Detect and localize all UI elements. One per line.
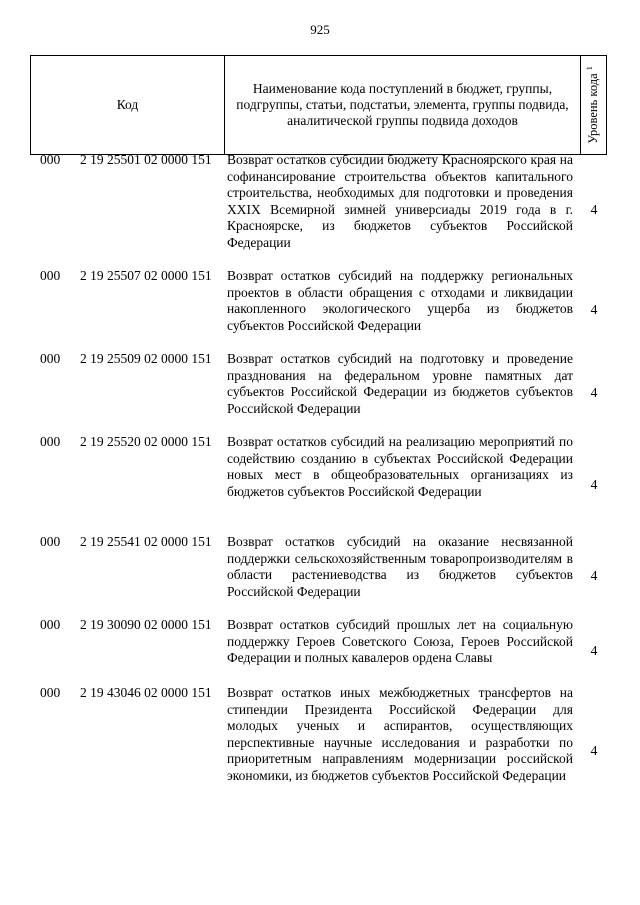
header-level-text: Уровень кода bbox=[586, 73, 601, 144]
row-admin-code: 000 bbox=[40, 351, 61, 366]
row-income-code: 2 19 25509 02 0000 151 bbox=[80, 351, 212, 366]
row-income-code: 2 19 43046 02 0000 151 bbox=[80, 685, 212, 700]
row-income-code: 2 19 25501 02 0000 151 bbox=[80, 152, 212, 167]
row-description: Возврат остатков субсидий на реализацию мероприятий по содействию созданию в субъектах Российской Федерации новых мест в общеобразовательных организациях из бюджетов субъектов Российской Федерации bbox=[227, 434, 573, 499]
row-level: 4 bbox=[590, 385, 598, 400]
row-description: Возврат остатков субсидий на поддержку региональных проектов в области обращения с отходами и ликвидации накопленного экологического ущерба из бюджетов субъектов Российской Федерации bbox=[227, 268, 573, 333]
row-level: 4 bbox=[590, 743, 598, 758]
row-level: 4 bbox=[590, 568, 598, 583]
row-level: 4 bbox=[590, 643, 598, 658]
header-level bbox=[581, 56, 606, 154]
row-income-code: 2 19 25507 02 0000 151 bbox=[80, 268, 212, 283]
row-admin-code: 000 bbox=[40, 534, 61, 549]
row-description: Возврат остатков субсидий на оказание несвязанной поддержки сельскохозяйственным товаропроизводителям в области растениеводства из бюджетов субъектов Российской Федерации bbox=[227, 534, 573, 599]
row-level: 4 bbox=[590, 202, 598, 217]
header-level-label bbox=[585, 66, 601, 144]
header-code: Код bbox=[31, 56, 225, 154]
row-admin-code: 000 bbox=[40, 268, 61, 283]
row-description: Возврат остатков иных межбюджетных трансфертов на стипендии Президента Российской Федерации для молодых ученых и аспирантов, осуществляющих перспективные научные исследования и разработки по приоритетным направлениям модернизации российской экономики, из бюджетов субъектов Российской Федерации bbox=[227, 685, 573, 783]
row-income-code: 2 19 30090 02 0000 151 bbox=[80, 617, 212, 632]
page-number: 925 bbox=[310, 22, 330, 37]
row-level: 4 bbox=[590, 477, 598, 492]
row-description: Возврат остатков субсидии бюджету Красноярского края на софинансирование строительства объектов капитального строительства, необходимых для подготовки и проведения XXIX Всемирной зимней универсиады 2019 года в г. Красноярске, из бюджетов субъектов Российской Федерации bbox=[227, 152, 573, 250]
row-admin-code: 000 bbox=[40, 434, 61, 449]
row-admin-code: 000 bbox=[40, 685, 61, 700]
row-level: 4 bbox=[590, 302, 598, 317]
row-income-code: 2 19 25520 02 0000 151 bbox=[80, 434, 212, 449]
header-name: Наименование кода поступлений в бюджет, группы, подгруппы, статьи, подстатьи, элемента, группы подвида, аналитической группы подвида доходов bbox=[225, 56, 581, 154]
row-admin-code: 000 bbox=[40, 617, 61, 632]
row-description: Возврат остатков субсидий на подготовку и проведение празднования на федеральном уровне памятных дат субъектов Российской Федерации из бюджетов субъектов Российской Федерации bbox=[227, 351, 573, 416]
row-description: Возврат остатков субсидий прошлых лет на социальную поддержку Героев Советского Союза, Героев Российской Федерации и полных кавалеров ордена Славы bbox=[227, 617, 573, 665]
table-header bbox=[30, 55, 607, 155]
header-level-footnote: 1 bbox=[584, 66, 594, 71]
row-income-code: 2 19 25541 02 0000 151 bbox=[80, 534, 212, 549]
row-admin-code: 000 bbox=[40, 152, 61, 167]
